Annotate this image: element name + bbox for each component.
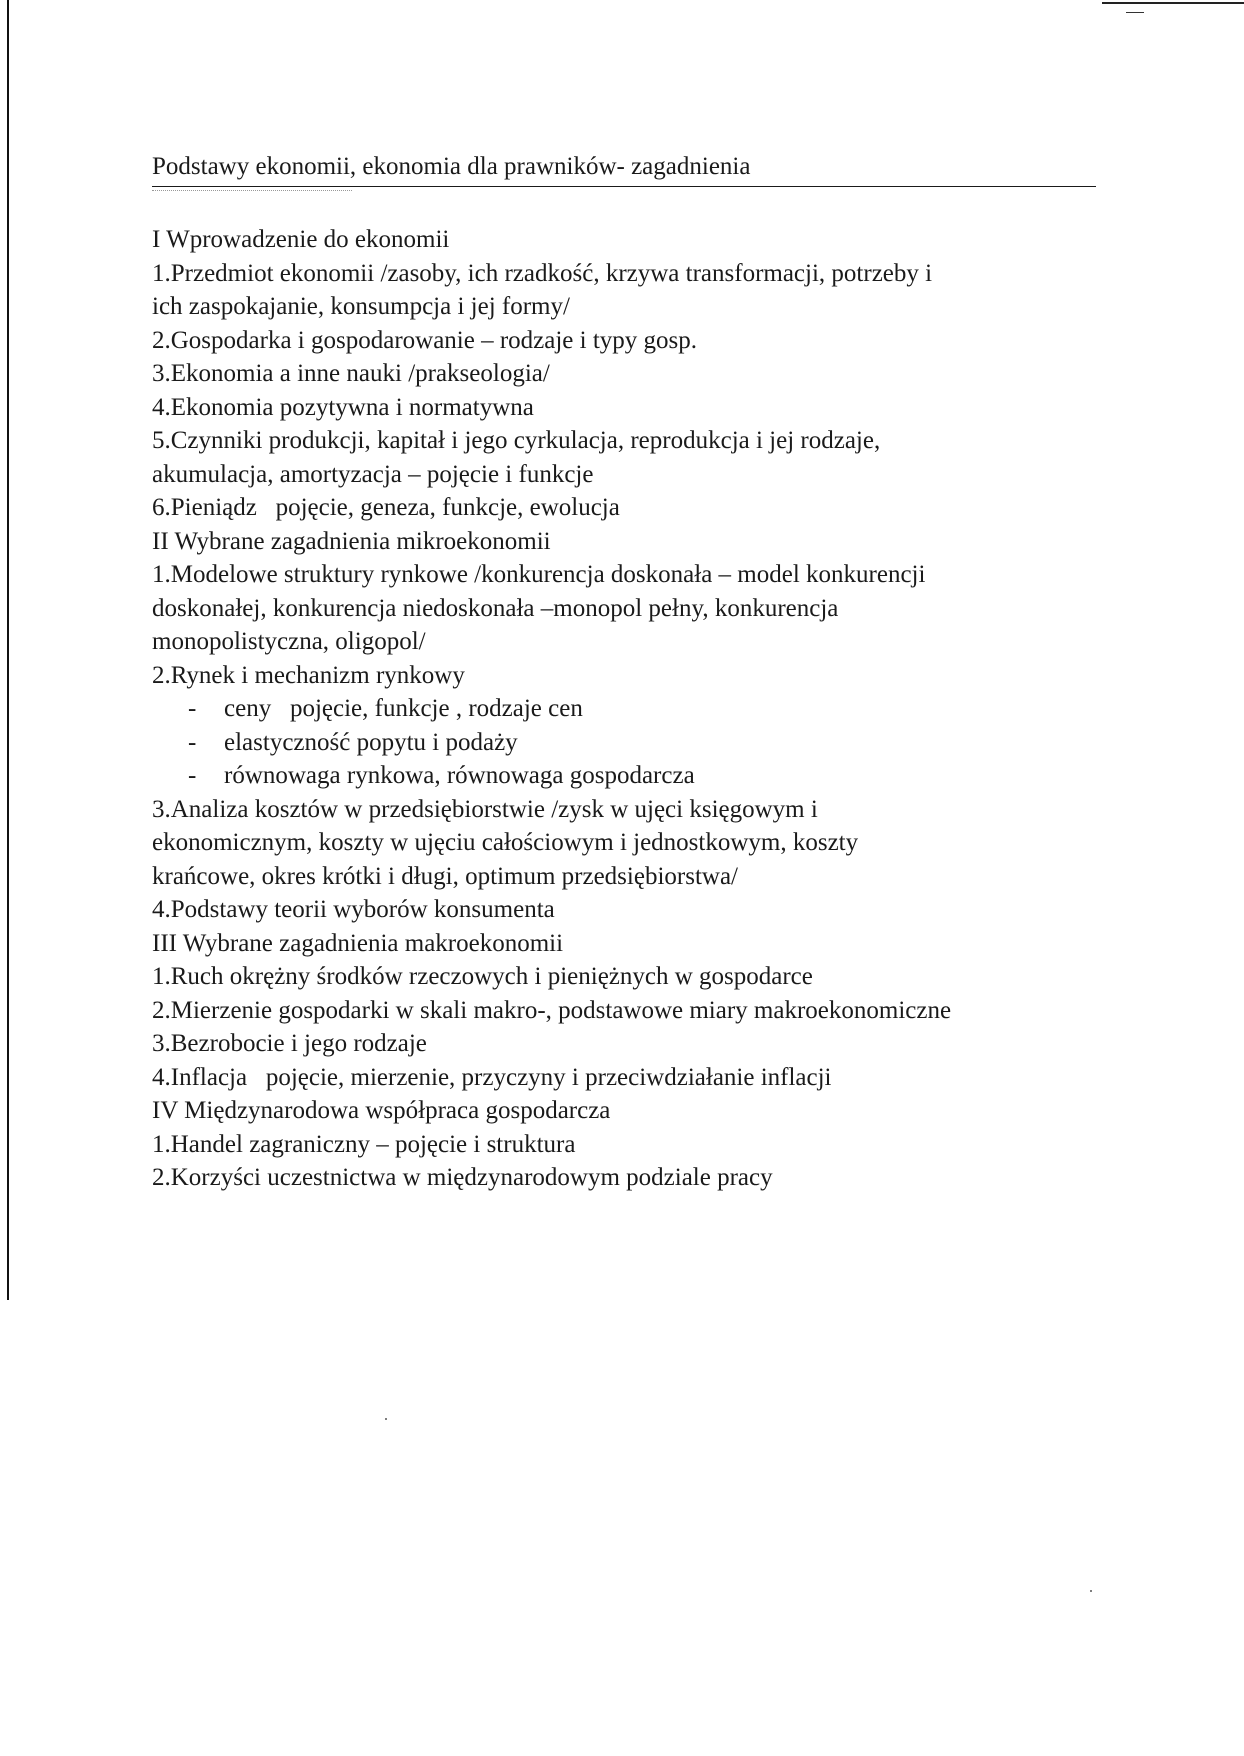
text-line: 3.Ekonomia a inne nauki /prakseologia/ — [152, 360, 550, 387]
bullet-text: elastyczność popytu i podaży — [224, 728, 518, 756]
title-underline-dots — [152, 188, 352, 191]
bullet-dash: - — [188, 728, 197, 756]
document-title: Podstawy ekonomii, ekonomia dla prawników- zagadnienia — [152, 150, 1096, 187]
text-line: 2.Gospodarka i gospodarowanie – rodzaje i typy gosp. — [152, 326, 698, 354]
scan-speck — [1090, 1590, 1092, 1592]
text-line: krańcowe, okres krótki i długi, optimum przedsiębiorstwa/ — [152, 862, 738, 890]
document — [152, 150, 1096, 1195]
text-line: 1.Przedmiot ekonomii /zasoby, ich rzadkość, krzywa transformacji, potrzeby i — [152, 259, 933, 287]
text-line: I Wprowadzenie do ekonomii — [152, 226, 450, 253]
text-line: 6.Pieniądz pojęcie, geneza, funkcje, ewolucja — [152, 494, 620, 521]
bullet-item — [152, 759, 1096, 793]
text-line: 3.Bezrobocie i jego rodzaje — [152, 1030, 427, 1057]
section-heading: III Wybrane zagadnienia makroekonomii — [152, 929, 564, 957]
text-line: ekonomicznym, koszty w ujęciu całościowym i jednostkowym, koszty — [152, 829, 859, 856]
text-line: ich zaspokajanie, konsumpcja i jej formy/ — [152, 293, 570, 320]
section-heading: II Wybrane zagadnienia mikroekonomii — [152, 527, 551, 555]
text-line: 3.Analiza kosztów w przedsiębiorstwie /zysk w ujęci księgowym i — [152, 795, 818, 823]
scan-top-right-dash — [1126, 12, 1144, 13]
text-line: 4.Inflacja pojęcie, mierzenie, przyczyny i przeciwdziałanie inflacji — [152, 1063, 832, 1091]
text-line: 2.Rynek i mechanizm rynkowy — [152, 661, 465, 689]
text-line: 1.Modelowe struktury rynkowe /konkurencja doskonała – model konkurencji — [152, 561, 926, 588]
bullet-text: ceny pojęcie, funkcje , rodzaje cen — [224, 695, 583, 722]
bullet-item — [152, 692, 1096, 726]
scan-left-edge — [7, 0, 9, 1300]
bullet-dash: - — [188, 762, 197, 789]
text-line: 5.Czynniki produkcji, kapitał i jego cyrkulacja, reprodukcja i jej rodzaje, — [152, 427, 881, 454]
text-line: monopolistyczna, oligopol/ — [152, 628, 426, 655]
text-line: 1.Ruch okrężny środków rzeczowych i pieniężnych w gospodarce — [152, 963, 813, 990]
text-line: 2.Mierzenie gospodarki w skali makro-, podstawowe miary makroekonomiczne — [152, 996, 952, 1024]
document-body — [152, 223, 1096, 1195]
text-line: 2.Korzyści uczestnictwa w międzynarodowym podziale pracy — [152, 1164, 773, 1191]
text-line: 4.Podstawy teorii wyborów konsumenta — [152, 896, 555, 923]
bullet-item — [152, 726, 1096, 760]
scan-top-right-mark — [1102, 2, 1244, 4]
text-line: doskonałej, konkurencja niedoskonała –monopol pełny, konkurencja — [152, 594, 839, 622]
text-line: 1.Handel zagraniczny – pojęcie i struktura — [152, 1130, 576, 1158]
bullet-text: równowaga rynkowa, równowaga gospodarcza — [224, 762, 695, 789]
bullet-dash: - — [188, 695, 197, 722]
scan-speck — [385, 1418, 387, 1420]
text-line: 4.Ekonomia pozytywna i normatywna — [152, 393, 534, 421]
section-heading: IV Międzynarodowa współpraca gospodarcza — [152, 1097, 611, 1124]
text-line: akumulacja, amortyzacja – pojęcie i funkcje — [152, 460, 594, 488]
